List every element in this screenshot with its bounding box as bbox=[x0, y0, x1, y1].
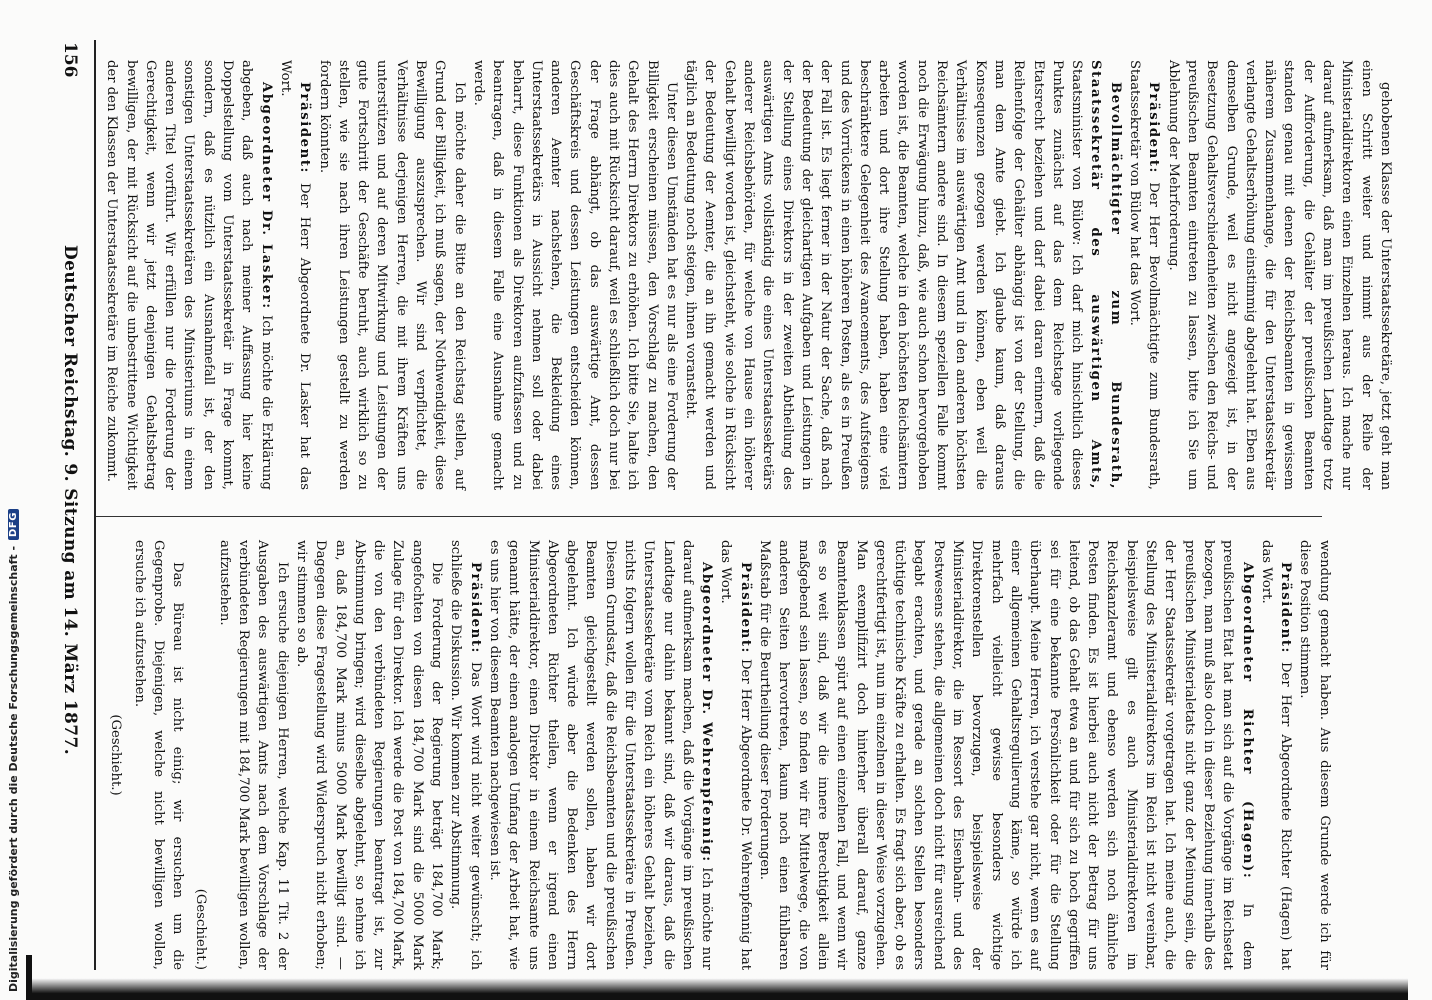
page-header-title: Deutscher Reichstag. 9. Sitzung am 14. März 1877. bbox=[60, 244, 80, 756]
paragraph bbox=[446, 540, 485, 970]
speaker-name: Abgeordneter Dr. Wehrenpfennig: bbox=[699, 562, 715, 863]
paragraph-text: Staatsminister von Bülow: Ich darf mich hinsichtlich dieses Punktes zunächst auf das dem Reichstage vorliegende Etatsrecht beziehen und darf dabei daran erinnern, daß die Reihenfolge der Gehälter abhängig ist von der Stellung, die man dem Amte giebt. Ich glaube kaum, daß daraus Konsequenzen gezogen werden können, eben weil die Verhältnisse im auswärtigen Amt und in den anderen höchsten Reichsämtern andere sind. In diesem speziellen Falle kommt noch die Erwägung hinzu, daß, wie auch schon hervorgehoben worden ist, die Beamten, welche in den höchsten Reichsämtern arbeiten und dort ihre Stellung haben, haben eine viel beschränktere Gelegenheit des Avancements, des Aufsteigens und des Vorrückens in einen höheren Posten, als es in Preußen der Fall ist. Es liegt ferner in der Natur der Sache, daß nach der Bedeutung der gleichartigen Aufgaben und Leistungen in der Stellung eines Direktors in der zweiten Abtheilung des auswärtigen Amts vollständig die eines Unterstaatssekretärs anderer Reichsbehörden, für welche von Hause ein höherer Gehalt bewilligt worden ist, gleichsteht, wie solche in Rücksicht der Bedeutung der Aemter, die an ihn gemacht werden und täglich an Bedeutung noch steigen, ihnen voransteht. bbox=[683, 60, 1085, 490]
right-column bbox=[102, 540, 1332, 970]
paragraph bbox=[681, 60, 1125, 490]
paragraph bbox=[129, 540, 187, 970]
scan-border-corner bbox=[26, 955, 32, 1000]
paragraph bbox=[106, 540, 125, 970]
paragraph bbox=[469, 60, 681, 490]
speaker-name: Abgeordneter Dr. Lasker: bbox=[258, 82, 274, 310]
paragraph-text: Die Forderung der Regierung beträgt 184,700 Mark; angefochten von diesen 184,700 Mark sind die 5000 Mark Zulage für den Direktor. Ich werde die Post von 184,700 Mark, die von den verbündeten Regierungen beantragt ist, zur Abstimmung bringen; wird dieselbe abgelehnt, so nehme ich an, daß 184,700 Mark minus 5000 Mark bewilligt sind. — Dagegen diese Fragestellung wird Widerspruch nicht erhoben; wir stimmen so ab. bbox=[293, 540, 445, 970]
scan-border bbox=[28, 978, 1408, 1000]
paragraph bbox=[191, 540, 210, 970]
left_column-text bbox=[102, 60, 1395, 490]
paragraph-text: Der Herr Abgeordnete Dr. Wehrenpfennig hat das Wort. bbox=[718, 540, 753, 970]
speaker-name: Abgeordneter Richter (Hagen): bbox=[1239, 562, 1255, 880]
speaker-name: Präsident: bbox=[737, 562, 753, 655]
paragraph bbox=[314, 60, 468, 490]
paragraph bbox=[1295, 540, 1334, 970]
digitization-credit-text: Digitalisierung gefördert durch die Deutsche Forschungsgemeinschaft - bbox=[6, 545, 20, 992]
dfg-logo: DFG bbox=[8, 509, 19, 540]
paragraph-text: (Geschieht.) bbox=[193, 888, 209, 970]
paragraph bbox=[755, 540, 1257, 970]
paragraph-text: Der Herr Abgeordnete Dr. Lasker hat das Wort. bbox=[277, 60, 313, 490]
speaker-name: Präsident: bbox=[1146, 82, 1162, 175]
speaker-name: Präsident: bbox=[1278, 562, 1294, 655]
paragraph bbox=[214, 540, 291, 970]
paragraph-text: wendung gemacht haben. Aus diesem Grunde werde ich für diese Position stimmen. bbox=[1297, 540, 1332, 970]
speaker-name: Bevollmächtigter zum Bundesrath, Staatssekretär des auswärtigen Amts, bbox=[1088, 60, 1123, 490]
paragraph-text: Der Herr Bevollmächtigte zum Bundesrath, Staatssekretär von Bülow hat das Wort. bbox=[1127, 60, 1162, 490]
paragraph bbox=[1257, 540, 1296, 970]
paragraph bbox=[716, 540, 755, 970]
paragraph bbox=[485, 540, 717, 970]
paragraph-text: Ich möchte die Erklärung abgeben, daß auch nach meiner Auffassung hier keine Doppelstellung vom Unterstaatssekretär in Frage kommt, sondern, daß es nützlich ein Ausnahmefall ist, der den sonstigen Unterstaatssekretären des Ministeriums in einem anderen Titel vorführt. Wir erfüllen nur die Forderung der Gerechtigkeit, wenn wir jetzt denjenigen Gehaltsbetrag bewilligen, der mit Rücksicht auf die unbestrittene Wichtigkeit der den Klassen der Unterstaatssekretäre im Reiche zukommt. bbox=[104, 60, 274, 490]
paragraph bbox=[276, 60, 315, 490]
paragraph-text: Ich möchte daher die Bitte an den Reichstag stellen, auf Grund der Billigkeit, ich muß sagen, der Nothwendigkeit, diese Bewilligung auszusprechen. Wir sind verpflichtet, die Verhältnisse derjenigen Herren, die mit ihrem Kräften uns unterstützen und auf deren Mitwirkung und Leistungen der gute Fortschritt der Geschäfte beruht, auch wirklich so zu stellen, wie sie nach ihren Leistungen gestellt zu werden fordern könnten. bbox=[316, 60, 467, 490]
paragraph-text: (Geschieht.) bbox=[108, 714, 124, 796]
paragraph-text: Das Wort wird nicht weiter gewünscht; ich schließe die Diskussion. Wir kommen zur Abstimmung. bbox=[448, 540, 483, 970]
digitization-credit bbox=[0, 0, 26, 1000]
right_column-text bbox=[102, 540, 1334, 970]
paragraph-text: Unter diesen Umständen hat es nur als eine Forderung der Billigkeit erscheinen müssen, den Vorschlag zu machen, den Gehalt des Herrn Direktors zu erhöhen. Ich bitte Sie, halte ich dies auch mit Rücksicht darauf, weil es schließlich doch nur bei der Frage abhängt, ob das auswärtige Amt, dessen Geschäftskreis und dessen Leistungen entscheiden können, anderen Aemter nachstehen, die Bekleidung eines Unterstaatssekretärs in Aussicht nehmen soll oder dabei beharrt, diese Funktionen als Direktoren aufzufassen und zu beantragen, daß in diesem Falle eine Ausnahme gemacht werde. bbox=[470, 60, 679, 490]
paragraph bbox=[102, 60, 276, 490]
paragraph-text: Ich möchte nur darauf aufmerksam machen, daß die Vorgänge im preußischen Landtage nur dahin bekannt sind, daß wir daraus, daß die Unterstaatssekretäre vom Reich ein höheres Gehalt beziehen, nichts folgern wollen für die Unterstaatssekretäre in Preußen. Diesem Grundsatz, daß die Reichsbeamten und die preußischen Beamten gleichgestellt werden sollen, haben wir dort abgelehnt. Ich würde aber die Bedenken des Herrn Abgeordneten Richter theilen, wenn er irgend einen Ministerialdirektor, einen Direktor in einem Reichsamte uns genannt hätte, der einen analogen Umfang der Arbeit hat, wie es uns hier von diesem Beamten nachgewiesen ist. bbox=[486, 540, 715, 970]
speaker-name: Präsident: bbox=[297, 82, 313, 175]
page-number: 156 bbox=[60, 42, 80, 78]
paragraph-text: gehobenen Klasse der Unterstaatssekretäre, jetzt geht man einen Schritt weiter und nimmt aus der Reihe der Ministerialdirektoren einen Einzelnen heraus. Ich mache nur darauf aufmerksam, daß man im preußischen Landtage trotz der Aufforderung, die Gehälter der preußischen Beamten standen genau mit denen der Reichsbeamten in gewissem näherem Zusammenhange, die für den Unterstaatssekretär verlangte Gehaltserhöhung einstimmig abgelehnt hat. Eben aus demselben Grunde, weil es nicht angezeigt ist, in der Besetzung Gehaltsverschiedenheiten zwischen den Reichs- und preußischen Beamten eintreten zu lassen, bitte ich Sie um Ablehnung der Mehrforderung. bbox=[1165, 60, 1393, 490]
paragraph-text: Der Herr Abgeordnete Richter (Hagen) hat das Wort. bbox=[1258, 540, 1294, 970]
speaker-name: Präsident: bbox=[467, 562, 483, 655]
paragraph bbox=[1125, 60, 1164, 490]
paragraph-text: In dem preußischen Etat hat man sich auf die Vorgänge im Reichsetat bezogen, man muß also doch in dieser Beziehung innerhalb des preußischen Ministerialetats nicht ganz der Meinung sein, die der Herr Staatssekretär vorgetragen hat. Ich meine auch, die Stellung des Ministerialdirektors im Reich ist nicht vereinbar, beispielsweise gilt es auch Ministerialdirektoren im Reichskanzleramt und ebenso werden sich noch ähnliche Posten finden. Es ist hierbei auch nicht der Betrag für uns leitend, ob das Gehalt etwa an und für sich zu hoch gegriffen sei für eine bekannte Persönlichkeit oder für die Stellung überhaupt. Meine Herren, ich verstehe gar nicht, wenn es auf einer allgemeinen Gehaltsregulierung käme, so würde ich mehrfach vielleicht gewisse besonders wichtige Direktorenstellen bevorzugen, beispielsweise der Ministerialdirektor, die im Ressort des Eisenbahn- und des Postwesens stehen, die allgemeinen doch nicht für ausreichend begabt erachten, und gerade an solchen Stellen besonders tüchtige technische Kräfte zu erhalten. Es fragt sich aber, ob es gerechtfertigt ist, nun im einzelnen in dieser Weise vorzugehen. Man exemplifizirt doch hinterher überall darauf, ganze Beamtenklassen spürt auf einen einzelnen Fall, und wenn wir es so weit sind, daß wir die innere Berechtigkeit allein maßgebend sein lassen, so finden wir für Mittelwege, die von anderen Seiten hervortreten, kaum noch einen fühlbaren Maßstab für die Beurtheilung dieser Forderungen. bbox=[757, 540, 1255, 970]
paragraph-text: Das Büreau ist nicht einig; wir ersuchen um die Gegenprobe. Diejenigen, welche nicht bewilligen wollen, ersuche ich aufzustehen. bbox=[131, 540, 186, 970]
paragraph bbox=[1163, 60, 1395, 490]
header-rule bbox=[94, 40, 96, 970]
paragraph-text: Ich ersuche diejenigen Herren, welche Kap. 11 Tit. 2 der Ausgaben des auswärtigen Amts nach dem Vorschlage der verbündeten Regierungen mit 184,700 Mark bewilligen wollen, aufzustehen. bbox=[216, 540, 290, 970]
paragraph bbox=[292, 540, 446, 970]
left-column bbox=[102, 60, 1393, 490]
column-divider bbox=[96, 516, 1322, 517]
